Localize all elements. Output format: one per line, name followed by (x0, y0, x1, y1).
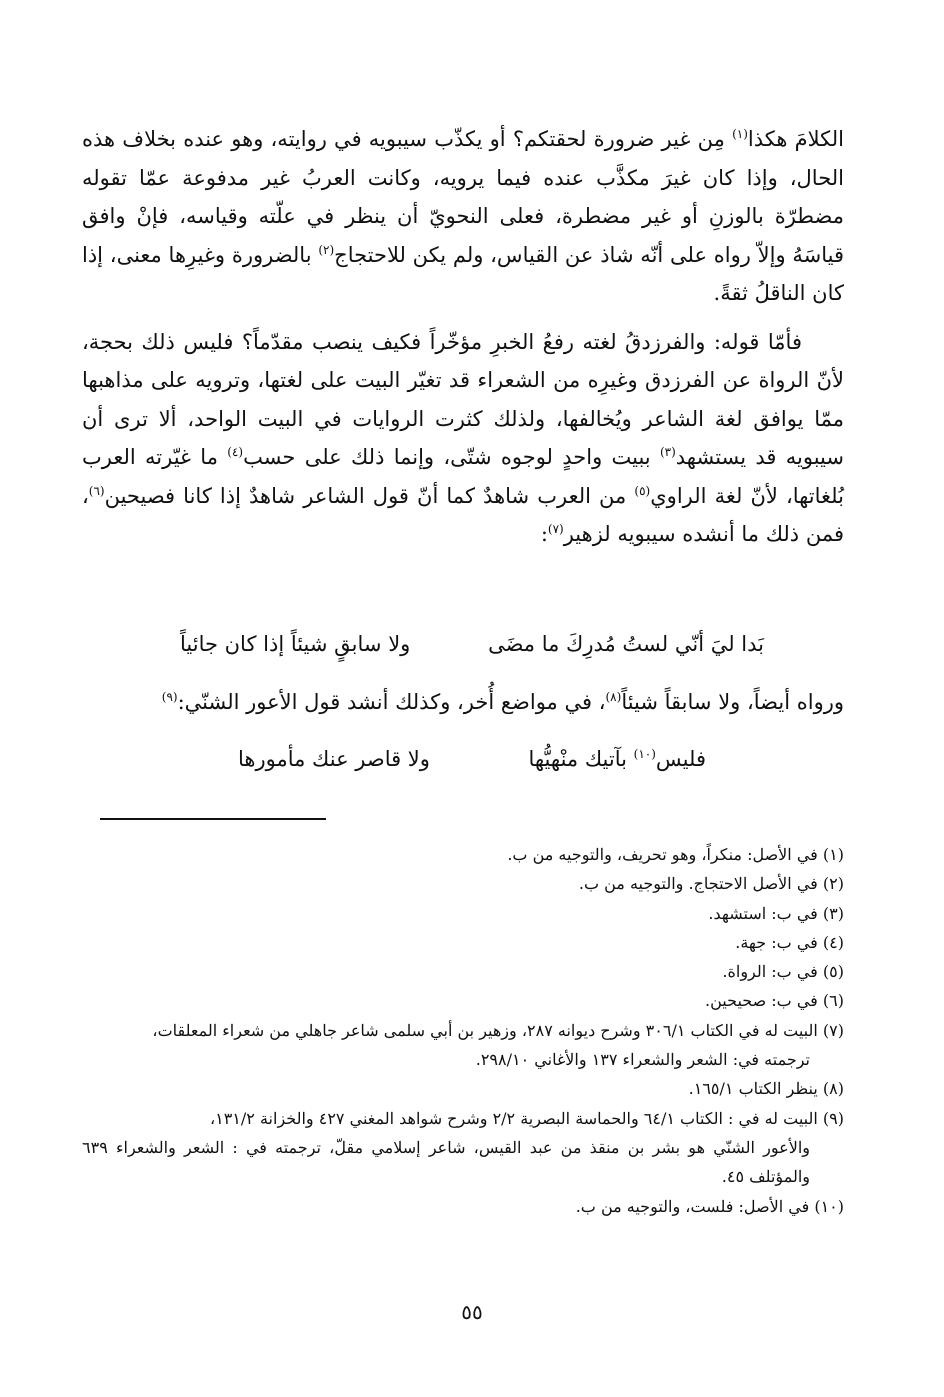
footnote-text: في ب: جهة. (735, 932, 818, 952)
verse-2-second-hemistich: ولا قاصر عنك مأمورها (238, 747, 430, 771)
text-run: بالضرورة وغيرِها معنى، إذا كان الناقلُ ثقةً. (82, 242, 844, 305)
footnote-text: في الأصل: منكراً، وهو تحريف، والتوجيه من ب. (507, 845, 818, 864)
text-run: فأمّا قوله: والفرزدقُ لغته رفعُ الخبرِ مؤخّراً فكيف ينصب مقدّماً؟ فليس ذلك بحجة، لأنّ الرواة عن الفرزدق وغيرِه من الشعراء قد تغيّر البيت على لغتها، وترويه على مذاهبها ممّا يوافق لغة الشاعر ويُخالفها، ولذلك كثرت الروايات في البيت الواحد، ألا ترى أن سيبويه قد يستشهد (82, 329, 844, 469)
footnote-6 (82, 986, 844, 1015)
footnote-number: (٧) (822, 1020, 844, 1040)
footnotes (82, 840, 844, 1221)
footnote-separator (100, 818, 326, 820)
footnote-ref-6[interactable]: (٦) (88, 483, 105, 498)
footnote-text: ينظر الكتاب ١٦٥/١. (688, 1079, 818, 1099)
footnote-number: (٩) (822, 1108, 844, 1128)
footnote-ref-8[interactable]: (٨) (605, 690, 622, 704)
footnote-ref-10[interactable]: (١٠) (633, 747, 656, 761)
text-run: ، في مواضع أُخر، وكذلك أنشد قول الأعور الشنّي: (177, 690, 606, 714)
text-run: بآتيك منْهيُّها (528, 747, 634, 771)
footnote-text: في ب: الرواة. (722, 962, 818, 982)
footnote-ref-3[interactable]: (٣) (659, 445, 676, 459)
footnote-4 (82, 928, 844, 957)
footnote-number: (٢) (822, 874, 844, 894)
main-text (82, 120, 844, 554)
footnote-3 (82, 899, 844, 928)
page-number: ٥٥ (461, 1300, 483, 1324)
verse-1-second-hemistich: ولا سابقٍ شيئاً إذا كان جائياً (180, 632, 411, 656)
footnote-text: في ب: صحيحين. (705, 991, 818, 1011)
footnote-9 (82, 1104, 844, 1192)
footnote-continuation: والأعور الشنّي هو بشر بن منقذ من عبد القيس، شاعر إسلامي مقلّ، ترجمته في : الشعر والشعراء ٦٣٩ والمؤتلف ٤٥. (82, 1137, 810, 1187)
footnote-ref-9[interactable]: (٩) (161, 690, 178, 704)
footnote-1 (82, 840, 844, 869)
paragraph-3 (100, 690, 844, 714)
paragraph-2 (82, 323, 844, 554)
verse-1 (180, 632, 764, 656)
footnote-8 (82, 1074, 844, 1103)
text-run: : (540, 522, 548, 546)
footnote-number: (٤) (822, 932, 844, 952)
text-run: ورواه أيضاً، ولا سابقاً شيئاً (621, 690, 844, 714)
text-run: من العرب شاهدٌ كما أنّ قول الشاعر شاهدٌ إذا كانا فصيحين (104, 483, 635, 508)
footnote-number: (٦) (822, 991, 844, 1011)
footnote-ref-5[interactable]: (٥) (634, 483, 651, 498)
paragraph-1 (82, 120, 844, 313)
footnote-ref-7[interactable]: (٧) (547, 522, 564, 536)
footnote-text: في الأصل الاحتجاج. والتوجيه من ب. (578, 874, 818, 894)
verse-1-first-hemistich: بَدا ليَ أنّي لستُ مُدرِكَ ما مضَى (488, 632, 764, 656)
footnote-text: في الأصل: فلست، والتوجيه من ب. (575, 1196, 810, 1216)
footnote-2 (82, 869, 844, 898)
footnote-ref-2[interactable]: (٢) (318, 242, 335, 257)
verse-2 (238, 747, 706, 771)
footnote-number: (٨) (822, 1079, 844, 1099)
text-run: مِن غير ضرورة لحقتكم؟ أو يكذّب سيبويه في روايته، وهو عنده بخلاف هذه الحال، وإذا كان غيرَ مكذَّب عنده فيما يرويه، وكانت العربُ غير مدفوعة عمّا تقوله مضطرّة بالوزنِ أو غير مضطرة، فعلى النحويّ أن ينظر في علّته وقياسه، فإنْ وافق قياسَهُ وإلاّ رواه على أنّه شاذ عن القياس، ولم يكن للاحتجاج (82, 127, 844, 267)
footnote-number: (٥) (822, 962, 844, 982)
footnote-ref-4[interactable]: (٤) (227, 445, 244, 459)
footnote-number: (١) (822, 845, 844, 864)
footnote-text: في ب: استشهد. (708, 903, 818, 923)
text-run: فليس (655, 747, 706, 771)
footnote-text: البيت له في : الكتاب ٦٤/١ والحماسة البصرية ٢/٢ وشرح شواهد المغني ٤٢٧ والخزانة ١٣١/٢، (209, 1108, 818, 1128)
text-run: ما غيّرته العرب بُلغاتها، لأنّ لغة الراوي (82, 445, 844, 508)
text-run: ، فمن ذلك ما أنشده سيبويه لزهير (82, 483, 844, 546)
verse-2-first-hemistich (528, 747, 706, 771)
text-run: ببيت واحدٍ لوجوه شتّى، وإنما ذلك على حسب (243, 445, 660, 469)
footnote-number: (٣) (822, 903, 844, 923)
footnote-5 (82, 957, 844, 986)
text-run: الكلامَ هكذا (747, 127, 844, 151)
footnote-10 (82, 1192, 844, 1221)
footnote-text: البيت له في الكتاب ٣٠٦/١ وشرح ديوانه ٢٨٧، وزهير بن أبي سلمى شاعر جاهلي من شعراء المعلقات، (152, 1020, 818, 1040)
footnote-7 (82, 1016, 844, 1075)
footnote-continuation: ترجمته في: الشعر والشعراء ١٣٧ والأغاني ٢٩٨/١٠. (475, 1050, 810, 1070)
footnote-number: (١٠) (814, 1196, 844, 1216)
footnote-ref-1[interactable]: (١) (732, 127, 748, 141)
